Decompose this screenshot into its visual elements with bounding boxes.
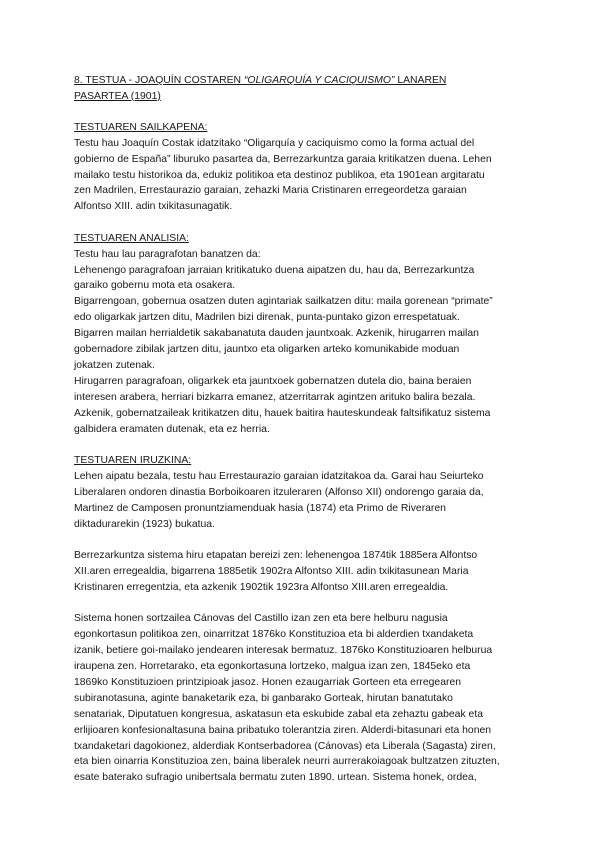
title-work-name: “OLIGARQUÍA Y CACIQUISMO”	[243, 75, 395, 86]
section-iruzkina	[74, 453, 539, 786]
text-line: Hirugarren paragrafoan, oligarkek eta jauntxoek gobernatzen dutela dio, baina beraien	[74, 375, 472, 387]
text-line: zen Madrilen, Errestaurazio garaian, zehazki Maria Cristinaren erregeordetza garaian	[74, 185, 467, 197]
section-sailkapena	[74, 120, 539, 215]
text-line: izanik, betiere goi-mailako jendearen interesak bermatuz. 1876ko Konstituzioaren helburua	[74, 645, 493, 657]
text-line: esate baterako sufragio unibertsala bermatu zuten 1890. urtean. Sistema honek, ordea,	[74, 772, 477, 784]
text-line: gobierno de España” liburuko pasartea da, Berrezarkuntza garaia kritikatzen duena. Lehen	[74, 153, 492, 165]
text-line: Kristinaren erregentzia, eta azkenik 1902tik 1923ra Alfontso XIII.aren erregealdia.	[74, 581, 449, 593]
text-line: Azkenik, gobernatzaileak kritikatzen ditu, hauek baitira hauteskundeak faltsifikatuz sistema	[74, 407, 491, 419]
text-line: jokatzen zutenak.	[74, 360, 155, 371]
text-line: Testu hau Joaquín Costak idatzitako “Oligarquía y caciquismo como la forma actual del	[74, 137, 475, 149]
title-line-1: 8. TESTUA - JOAQUÍN COSTAREN “OLIGARQUÍA Y CACIQUISMO” LANAREN	[74, 75, 447, 86]
text-line: diktadurarekin (1923) bukatua.	[74, 518, 215, 530]
text-line: gobernadore zibilak jartzen ditu, jauntxo eta oligarken arteko komunikabide moduan	[74, 344, 460, 356]
text-line: Sistema honen sortzailea Cánovas del Castillo izan zen eta bere helburu nagusia	[74, 613, 448, 625]
document-title	[74, 73, 539, 105]
text-line: Bigarrengoan, gobernua osatzen duten agintariak sailkatzen ditu: maila gorenean “primate”	[74, 296, 493, 308]
text-line: Alfontso XIII. adin txikitasunagatik.	[74, 201, 233, 213]
text-line: Lehen aipatu bezala, testu hau Errestaurazio garaian idatzitakoa da. Garai hau Seiurteko	[74, 470, 484, 482]
section-heading: TESTUAREN ANALISIA:	[74, 232, 189, 244]
text-line: Bigarren mailan herrialdetik sakabanatuta dauden jauntxoak. Azkenik, hirugarren mailan	[74, 328, 479, 340]
text-line: interesen arabera, herriari bizkarra emanez, atzerritarrak agintzen arituko balira bezala.	[74, 391, 476, 403]
title-line-2: PASARTEA (1901)	[74, 90, 161, 102]
paragraph	[74, 469, 539, 533]
text-line: 1869ko Konstituzioen printzipioak jasoz. Honen ezaugarriak Gorteen eta erregearen	[74, 676, 462, 688]
text-line: Lehenengo paragrafoan jarraian kritikatuko duena aipatzen du, hau da, Berrezarkuntza	[74, 264, 475, 276]
text-line: eta bien oinarria Konstituzioa zen, baina liberalek neurri aurrerakoiagoak bultzatzen zituzten,	[74, 756, 500, 768]
text-line: egonkortasun politikoa zen, oinarritzat 1876ko Konstituzioa eta bi alderdien txandaketa	[74, 629, 474, 641]
text-line: Liberalaren ondoren dinastia Borboikoaren itzuleraren (Alfonso XII) ondorengo garaia da,	[74, 486, 484, 498]
text-line: Berrezarkuntza sistema hiru etapatan bereizi zen: lehenengoa 1874tik 1885era Alfontso	[74, 550, 478, 562]
section-analisia	[74, 231, 539, 438]
text-line: Martinez de Camposen pronuntziamenduak hasia (1874) eta Primo de Riveraren	[74, 502, 446, 514]
text-line: galbidera eramaten dutenak, eta ez herria.	[74, 423, 270, 435]
text-line: Testu hau lau paragrafotan banatzen da:	[74, 248, 261, 260]
text-line: subiranotasuna, aginte banaketarik eza, bi ganbarako Gorteak, hirutan banatutako	[74, 692, 453, 704]
section-heading: TESTUAREN IRUZKINA:	[74, 455, 192, 467]
text-line: garaiko gobernu mota eta osakera.	[74, 280, 236, 292]
section-heading: TESTUAREN SAILKAPENA:	[74, 121, 208, 133]
text-line: mailako testu historikoa da, edukiz politikoa eta destinoz publikoa, eta 1901ean argitaratu	[74, 169, 485, 181]
paragraph	[74, 611, 539, 786]
text-line: iraupena zen. Horretarako, eta egonkortasuna lortzeko, malgua izan zen, 1845eko eta	[74, 661, 471, 672]
text-line: XII.aren erregealdia, bigarrena 1885etik 1902ra Alfontso XIII. adin txikitasunean Maria	[74, 565, 469, 577]
text-line: erlijioaren konfesionaltasuna baina pribatuko tolerantzia ziren. Alderdi-bitasunari eta honen	[74, 724, 492, 736]
paragraph	[74, 548, 539, 596]
text-line: edo oligarkak jartzen ditu, Madrilen bizi direnak, punta-puntako gizon errespetatuak.	[74, 312, 460, 324]
text-line: senatariak, Diputatuen kongresua, askatasun eta eskubide zabal eta zehaztu gabeak eta	[74, 708, 483, 720]
text-line: txandaketari dagokionez, alderdiak Kontserbadorea (Cánovas) eta Liberala (Sagasta) ziren,	[74, 740, 496, 752]
